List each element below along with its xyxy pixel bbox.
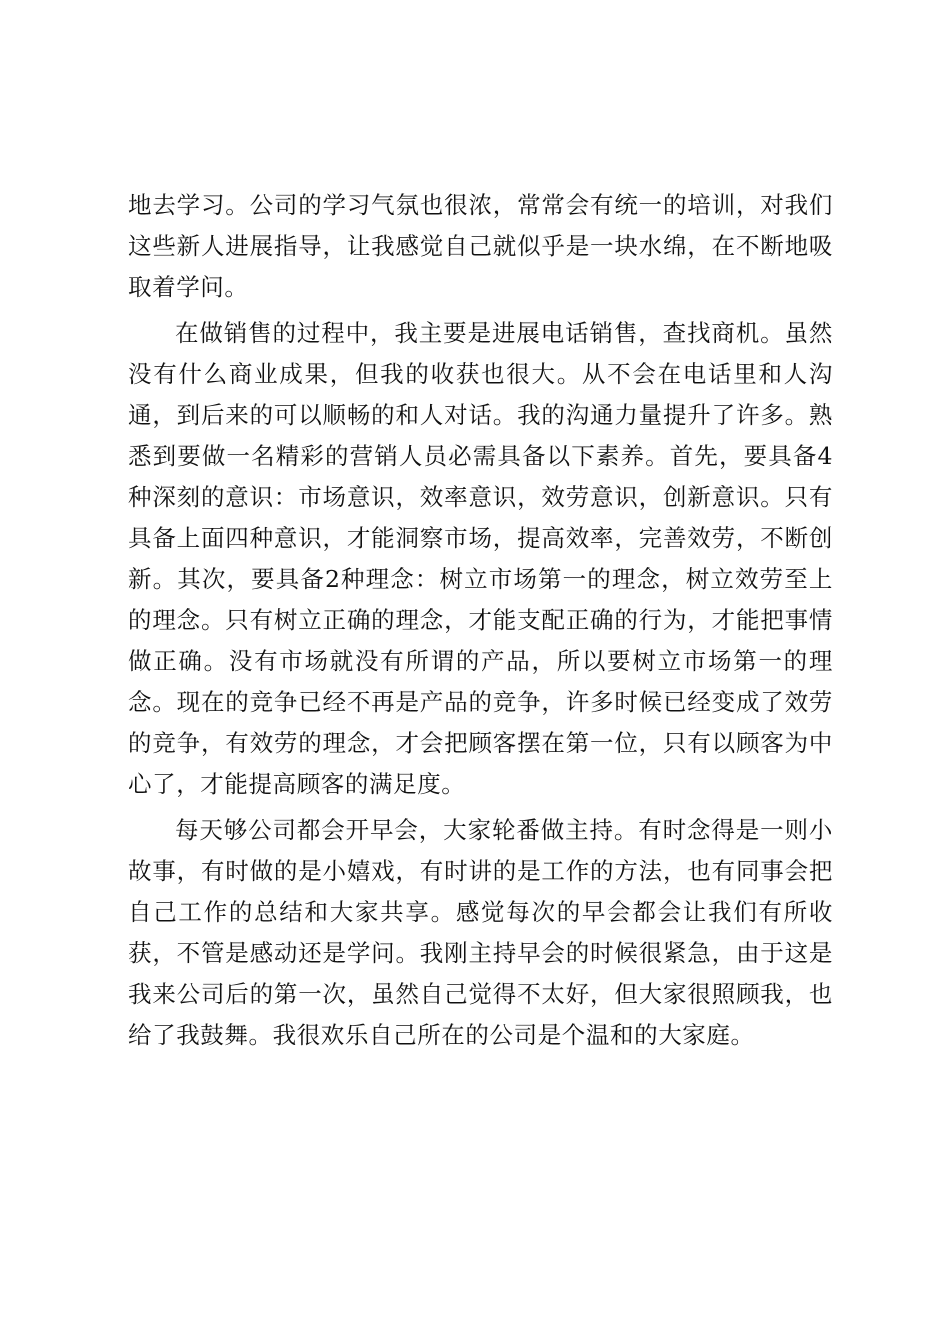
document-body <box>128 185 833 1056</box>
paragraph-2: 在做销售的过程中，我主要是进展电话销售，查找商机。虽然没有什么商业成果，但我的收获也很大。从不会在电话里和人沟通，到后来的可以顺畅的和人对话。我的沟通力量提升了许多。熟悉到要做一名精彩的营销人员必需具备以下素养。首先，要具备4种深刻的意识：市场意识，效率意识，效劳意识，创新意识。只有具备上面四种意识，才能洞察市场，提高效率，完善效劳，不断创新。其次，要具备2种理念：树立市场第一的理念，树立效劳至上的理念。只有树立正确的理念，才能支配正确的行为，才能把事情做正确。没有市场就没有所谓的产品，所以要树立市场第一的理念。现在的竞争已经不再是产品的竞争，许多时候已经变成了效劳的竞争，有效劳的理念，才会把顾客摆在第一位，只有以顾客为中心了，才能提高顾客的满足度。 <box>128 319 833 798</box>
paragraph-3: 每天够公司都会开早会，大家轮番做主持。有时念得是一则小故事，有时做的是小嬉戏，有时讲的是工作的方法，也有同事会把自己工作的总结和大家共享。感觉每次的早会都会让我们有所收获，不管是感动还是学问。我刚主持早会的时候很紧急，由于这是我来公司后的第一次，虽然自己觉得不太好，但大家很照顾我，也给了我鼓舞。我很欢乐自己所在的公司是个温和的大家庭。 <box>128 816 833 1049</box>
paragraph-1: 地去学习。公司的学习气氛也很浓，常常会有统一的培训，对我们这些新人进展指导，让我感觉自己就似乎是一块水绵，在不断地吸取着学问。 <box>128 191 833 301</box>
